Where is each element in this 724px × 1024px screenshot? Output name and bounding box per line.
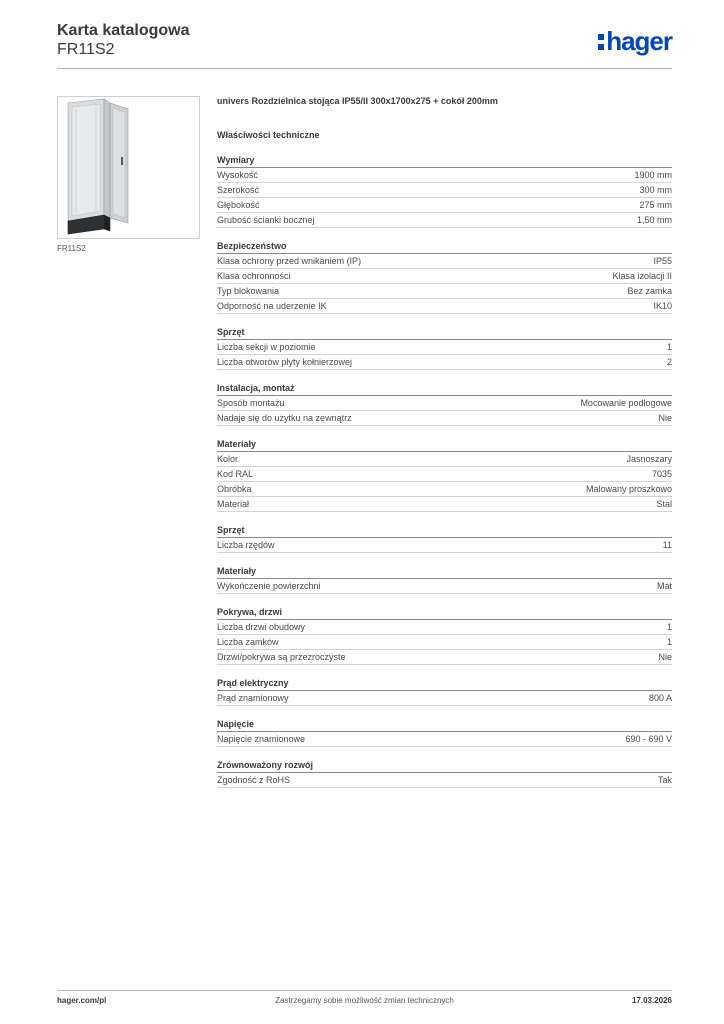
spec-label: Liczba otworów płyty kołnierzowej [217, 357, 353, 367]
spec-row [217, 620, 672, 635]
spec-row [217, 579, 672, 594]
header-divider [57, 68, 672, 69]
spec-value: IP55 [653, 256, 672, 266]
section-title: Prąd elektryczny [217, 677, 672, 691]
spec-row [217, 773, 672, 788]
logo-text: hager [606, 26, 672, 56]
spec-value: 800 A [648, 693, 672, 703]
spec-row [217, 355, 672, 370]
spec-section [217, 240, 672, 314]
spec-row [217, 482, 672, 497]
spec-section [217, 759, 672, 788]
section-title: Sprzęt [217, 326, 672, 340]
technical-properties-heading: Właściwości techniczne [217, 130, 320, 140]
spec-section [217, 382, 672, 426]
product-code: FR11S2 [57, 41, 115, 58]
section-title: Materiały [217, 438, 672, 452]
spec-value: IK10 [653, 301, 672, 311]
product-image [57, 96, 200, 239]
footer-website: hager.com/pl [57, 996, 107, 1005]
spec-label: Szerokość [217, 185, 260, 195]
spec-label: Grubość ścianki bocznej [217, 215, 315, 225]
section-title: Napięcie [217, 718, 672, 732]
spec-row [217, 650, 672, 665]
spec-section [217, 606, 672, 665]
spec-value: 1,50 mm [636, 215, 672, 225]
spec-value: 300 mm [639, 185, 672, 195]
section-title: Materiały [217, 565, 672, 579]
floor-standing-cabinet-illustration [58, 97, 199, 238]
spec-row [217, 635, 672, 650]
spec-label: Materiał [217, 499, 250, 509]
section-title: Pokrywa, drzwi [217, 606, 672, 620]
footer-divider [57, 990, 672, 991]
section-title: Zrównoważony rozwój [217, 759, 672, 773]
section-title: Sprzęt [217, 524, 672, 538]
spec-label: Kod RAL [217, 469, 254, 479]
spec-row [217, 467, 672, 482]
spec-label: Liczba drzwi obudowy [217, 622, 306, 632]
spec-row [217, 538, 672, 553]
spec-value: Mocowanie podłogowe [580, 398, 672, 408]
spec-row [217, 213, 672, 228]
footer-notice: Zastrzegamy sobie możliwość zmian technicznych [275, 996, 454, 1005]
spec-section [217, 154, 672, 228]
spec-value: Klasa izolacji II [612, 271, 672, 281]
spec-row [217, 691, 672, 706]
spec-row [217, 299, 672, 314]
spec-label: Klasa ochronności [217, 271, 291, 281]
section-title: Instalacja, montaż [217, 382, 672, 396]
spec-value: 275 mm [639, 200, 672, 210]
logo-colon-icon [598, 30, 604, 52]
spec-row [217, 452, 672, 467]
spec-label: Napięcie znamionowe [217, 734, 306, 744]
spec-label: Klasa ochrony przed wnikaniem (IP) [217, 256, 362, 266]
spec-label: Liczba rzędów [217, 540, 275, 550]
footer-date: 17.03.2026 [631, 996, 672, 1005]
spec-section [217, 718, 672, 747]
hager-logo [598, 26, 672, 56]
spec-row [217, 254, 672, 269]
spec-row [217, 284, 672, 299]
spec-row [217, 183, 672, 198]
spec-label: Obróbka [217, 484, 252, 494]
spec-value: 1 [666, 622, 672, 632]
spec-row [217, 340, 672, 355]
spec-value: Mat [656, 581, 672, 591]
spec-label: Głębokość [217, 200, 260, 210]
spec-sections [217, 154, 672, 788]
spec-label: Odporność na uderzenie IK [217, 301, 327, 311]
spec-section [217, 438, 672, 512]
spec-section [217, 677, 672, 706]
product-specification [217, 94, 672, 788]
spec-value: 1 [666, 637, 672, 647]
spec-value: 1900 mm [634, 170, 672, 180]
spec-value: 7035 [651, 469, 672, 479]
spec-value: Malowany proszkowo [585, 484, 672, 494]
spec-value: Jasnoszary [626, 454, 672, 464]
spec-value: Bez zamka [627, 286, 672, 296]
section-title: Wymiary [217, 154, 672, 168]
document-title: Karta katalogowa [57, 22, 190, 39]
spec-value: Stal [656, 499, 672, 509]
spec-row [217, 168, 672, 183]
spec-label: Nadaje się do użytku na zewnątrz [217, 413, 352, 423]
page-footer [57, 996, 672, 1010]
spec-label: Sposób montażu [217, 398, 285, 408]
spec-label: Wysokość [217, 170, 258, 180]
image-caption: FR11S2 [57, 244, 86, 253]
spec-section [217, 565, 672, 594]
product-description: univers Rozdzielnica stojąca IP55/II 300x1700x275 + cokół 200mm [217, 96, 498, 106]
spec-value: 11 [662, 540, 672, 550]
spec-row [217, 732, 672, 747]
spec-label: Typ blokowania [217, 286, 280, 296]
spec-label: Liczba sekcji w poziomie [217, 342, 316, 352]
spec-label: Liczba zamków [217, 637, 279, 647]
spec-section [217, 326, 672, 370]
spec-row [217, 198, 672, 213]
spec-row [217, 411, 672, 426]
section-title: Bezpieczeństwo [217, 240, 672, 254]
spec-value: 1 [666, 342, 672, 352]
spec-label: Zgodność z RoHS [217, 775, 291, 785]
spec-label: Prąd znamionowy [217, 693, 289, 703]
spec-value: 2 [666, 357, 672, 367]
spec-value: Tak [657, 775, 672, 785]
spec-label: Wykończenie powierzchni [217, 581, 321, 591]
spec-label: Drzwi/pokrywa są przezroczyste [217, 652, 346, 662]
spec-section [217, 524, 672, 553]
spec-row [217, 497, 672, 512]
spec-value: 690 - 690 V [625, 734, 672, 744]
page-header [57, 20, 672, 68]
spec-value: Nie [658, 413, 672, 423]
spec-row [217, 269, 672, 284]
spec-row [217, 396, 672, 411]
spec-label: Kolor [217, 454, 239, 464]
spec-value: Nie [658, 652, 672, 662]
